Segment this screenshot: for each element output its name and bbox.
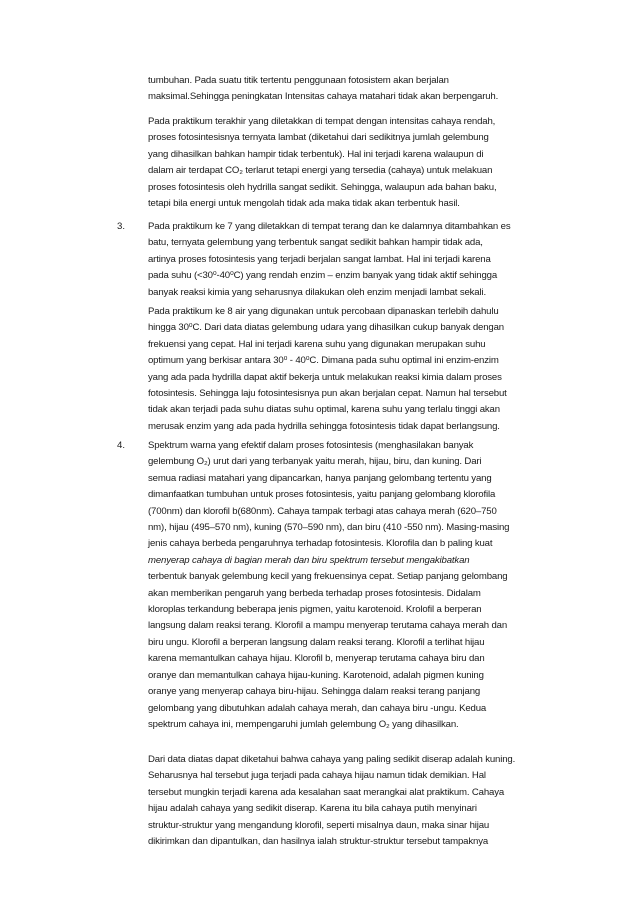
paragraph-low-light <box>148 114 548 212</box>
text-line: proses fotosintesisnya ternyata lambat (diketahui dari sedikitnya jumlah gelembung <box>148 132 489 144</box>
text-line: terbentuk banyak gelembung kecil yang frekuensinya cepat. Setiap panjang gelombang <box>148 571 508 583</box>
text-line: fotosintesis. Sehingga laju fotosintesisnya pun akan berjalan cepat. Namun hal tersebut <box>148 388 507 400</box>
text-line: dikirimkan dan dipantulkan, dan hasilnya ialah struktur-struktur tersebut tampaknya <box>148 836 489 848</box>
list-number: 4. <box>117 440 126 451</box>
text-line: struktur-struktur yang mengandung klorofil, seperti misalnya daun, maka sinar hijau <box>148 819 490 831</box>
text-line: proses fotosintesis oleh hydrilla sangat sedikit. Sehingga, walaupun ada bahan baku, <box>148 181 497 193</box>
text-line: maksimal.Sehingga peningkatan Intensitas cahaya matahari tidak akan berpengaruh. <box>148 91 499 103</box>
text-line: batu, ternyata gelembung yang terbentuk sangat sedikit bahkan hampir tidak ada, <box>148 237 483 249</box>
text-line: akan memberikan pengaruh yang berbeda terhadap proses fotosintesis. Didalam <box>148 587 481 599</box>
text-line: Pada praktikum ke 8 air yang digunakan untuk percobaan dipanaskan terlebih dahulu <box>148 306 499 317</box>
text-line: hingga 30⁰C. Dari data diatas gelembung udara yang dihasilkan cukup banyak dengan <box>148 322 504 334</box>
paragraph-item-3 <box>148 219 548 301</box>
text-line: banyak reaksi kimia yang seharusnya dilakukan oleh enzim menjadi lambat sekali. <box>148 286 486 298</box>
text-line: tidak akan terjadi pada suhu diatas suhu optimal, karena suhu yang terlalu tinggi akan <box>148 404 500 416</box>
text-line: artinya proses fotosintesis yang terjadi berjalan sangat lambat. Hal ini terjadi karena <box>148 253 491 265</box>
text-line: kloroplas terkandung beberapa jenis pigmen, yaitu karotenoid. Krolofil a berperan <box>148 604 482 616</box>
text-line: hijau adalah cahaya yang sedikit diserap. Karena itu bila cahaya putih menyinari <box>148 803 477 815</box>
text-line: menyerap cahaya di bagian merah dan biru spektrum tersebut mengakibatkan <box>148 554 470 566</box>
text-line: Dari data diatas dapat diketahui bahwa cahaya yang paling sedikit diserap adalah kuning. <box>148 754 516 765</box>
text-line: optimum yang berkisar antara 30⁰ - 40⁰C. Dimana pada suhu optimal ini enzim-enzim <box>148 355 499 367</box>
text-line: (700nm) dan klorofil b(680nm). Cahaya tampak terbagi atas cahaya merah (620–750 <box>148 505 497 517</box>
text-line: yang ada pada hydrilla dapat aktif bekerja untuk melakukan reaksi kimia dalam proses <box>148 371 502 383</box>
text-line: dimanfaatkan tumbuhan untuk proses fotosintesis, yaitu panjang gelombang klorofila <box>148 489 496 501</box>
text-line: semua radiasi matahari yang dipancarkan, hanya panjang gelombang tertentu yang <box>148 472 492 484</box>
text-line: spektrum cahaya ini, mempengaruhi jumlah gelembung O₂ yang dihasilkan. <box>148 718 459 730</box>
paragraph-intro <box>148 73 548 106</box>
text-line: jenis cahaya berbeda pengaruhnya terhadap fotosintesis. Klorofila dan b paling kuat <box>148 538 493 550</box>
text-line: oranye dan memantulkan cahaya hijau-kuning. Karotenoid, adalah pigmen kuning <box>148 669 484 681</box>
paragraph-item-4 <box>148 438 548 733</box>
text-line: pada suhu (<30⁰-40⁰C) yang rendah enzim – enzim banyak yang tidak aktif sehingga <box>148 270 498 282</box>
paragraph-heated-water <box>148 304 548 435</box>
text-line: Seharusnya hal tersebut juga terjadi pada cahaya hijau namun tidak demikian. Hal <box>148 770 486 782</box>
text-line: Pada praktikum terakhir yang diletakkan di tempat dengan intensitas cahaya rendah, <box>148 116 496 127</box>
list-number: 3. <box>117 221 126 232</box>
text-line: gelembung O₂) urut dari yang terbanyak yaitu merah, hijau, biru, dan kuning. Dari <box>148 456 482 468</box>
text-line: frekuensi yang cepat. Hal ini terjadi karena suhu yang digunakan merupakan suhu <box>148 338 486 350</box>
text-line: karena memantulkan cahaya hijau. Klorofil b, menyerap terutama cahaya biru dan <box>148 653 485 665</box>
text-line: yang dihasilkan bahkan hampir tidak terbentuk). Hal ini terjadi karena walaupun di <box>148 148 484 160</box>
text-line: nm), hijau (495–570 nm), kuning (570–590 nm), dan biru (410 -550 nm). Masing-masing <box>148 522 510 534</box>
text-line: merusak enzim yang ada pada hydrilla sehingga fotosintesis tidak dapat berlangsung. <box>148 420 500 432</box>
text-line: gelombang yang dibutuhkan adalah cahaya merah, dan cahaya biru -ungu. Kedua <box>148 702 487 714</box>
text-line: oranye yang menyerap cahaya biru-hijau. Sehingga dalam reaksi terang panjang <box>148 686 481 698</box>
text-line: tumbuhan. Pada suatu titik tertentu penggunaan fotosistem akan berjalan <box>148 75 449 86</box>
text-line: dalam air terdapat CO₂ terlarut tetapi energi yang tersedia (cahaya) untuk melakuan <box>148 165 493 177</box>
text-line: tersebut mungkin terjadi karena ada kesalahan saat merangkai alat praktikum. Cahaya <box>148 786 505 798</box>
paragraph-conclusion <box>148 752 548 850</box>
text-line: langsung dalam reaksi terang. Klorofil a mampu menyerap terutama cahaya merah dan <box>148 620 508 632</box>
text-line: tetapi bila energi untuk mengolah tidak ada maka tidak akan terbentuk hasil. <box>148 198 460 210</box>
text-line: Spektrum warna yang efektif dalam proses fotosintesis (menghasilakan banyak <box>148 440 474 451</box>
text-line: biru ungu. Klorofil a berperan langsung dalam reaksi terang. Klorofil a terlihat hijau <box>148 636 485 648</box>
text-line: Pada praktikum ke 7 yang diletakkan di tempat terang dan ke dalamnya ditambahkan es <box>148 221 511 232</box>
